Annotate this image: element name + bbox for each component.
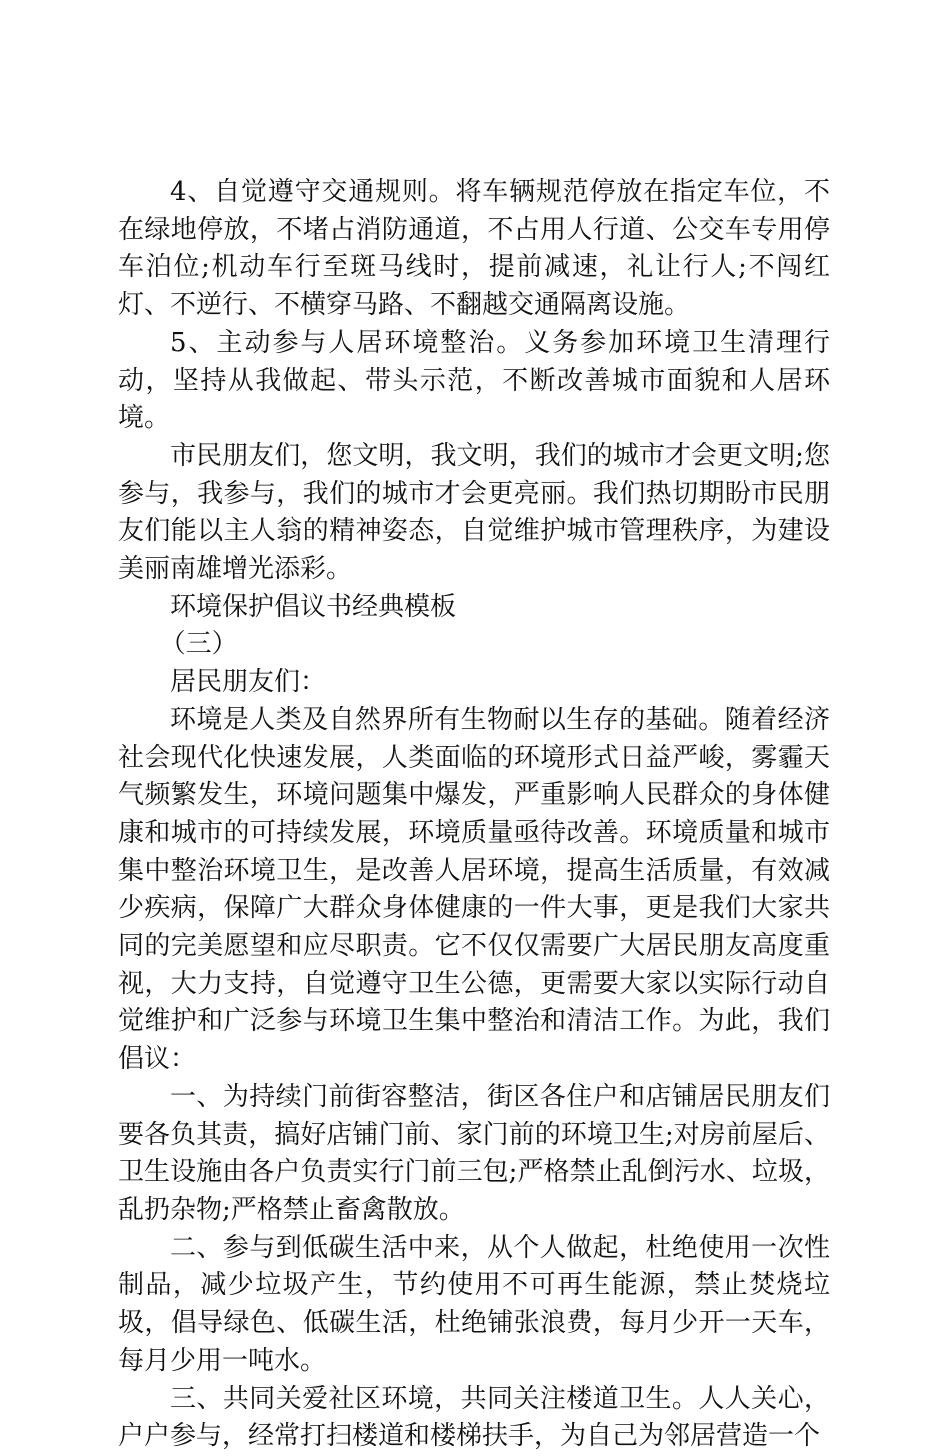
document-body	[118, 174, 830, 1456]
paragraph-traffic-rules: 4、自觉遵守交通规则。将车辆规范停放在指定车位，不在绿地停放，不堵占消防通道，不占用人行道、公交车专用停车泊位;机动车行至斑马线时，提前减速，礼让行人;不闯红灯、不逆行、不横穿马路、不翻越交通隔离设施。	[118, 177, 830, 321]
salutation: 居民朋友们：	[170, 667, 327, 698]
proposal-item-two: 二、参与到低碳生活中来，从个人做起，杜绝使用一次性制品，减少垃圾产生，节约使用不可再生能源，禁止焚烧垃圾，倡导绿色、低碳生活，杜绝铺张浪费，每月少开一天车，每月少用一吨水。	[118, 1232, 830, 1376]
proposal-item-three: 三、共同关爱社区环境，共同关注楼道卫生。人人关心，户户参与，经常打扫楼道和楼梯扶手，为自己为邻居营造一个	[118, 1383, 830, 1452]
paragraph-environment-intro: 环境是人类及自然界所有生物耐以生存的基础。随着经济社会现代化快速发展，人类面临的环境形式日益严峻，雾霾天气频繁发生，环境问题集中爆发，严重影响人民群众的身体健康和城市的可持续发展，环境质量亟待改善。环境质量和城市集中整治环境卫生，是改善人居环境，提高生活质量，有效减少疾病，保障广大群众身体健康的一件大事，更是我们大家共同的完美愿望和应尽职责。它不仅仅需要广大居民朋友高度重视，大力支持，自觉遵守卫生公德，更需要大家以实际行动自觉维护和广泛参与环境卫生集中整治和清洁工作。为此，我们倡议：	[118, 704, 830, 1075]
paragraph-environment-improvement: 5、主动参与人居环境整治。义务参加环境卫生清理行动，坚持从我做起、带头示范，不断改善城市面貌和人居环境。	[118, 327, 830, 434]
section-title: 环境保护倡议书经典模板	[170, 591, 457, 622]
proposal-item-one: 一、为持续门前街容整洁，街区各住户和店铺居民朋友们要各负其责，搞好店铺门前、家门前的环境卫生;对房前屋后、卫生设施由各户负责实行门前三包;严格禁止乱倒污水、垃圾，乱扔杂物;严格禁止畜禽散放。	[118, 1081, 830, 1225]
section-number: （三）	[159, 629, 238, 660]
paragraph-citizens-appeal: 市民朋友们，您文明，我文明，我们的城市才会更文明;您参与，我参与，我们的城市才会更亮丽。我们热切期盼市民朋友们能以主人翁的精神姿态，自觉维护城市管理秩序，为建设美丽南雄增光添彩。	[118, 440, 830, 585]
